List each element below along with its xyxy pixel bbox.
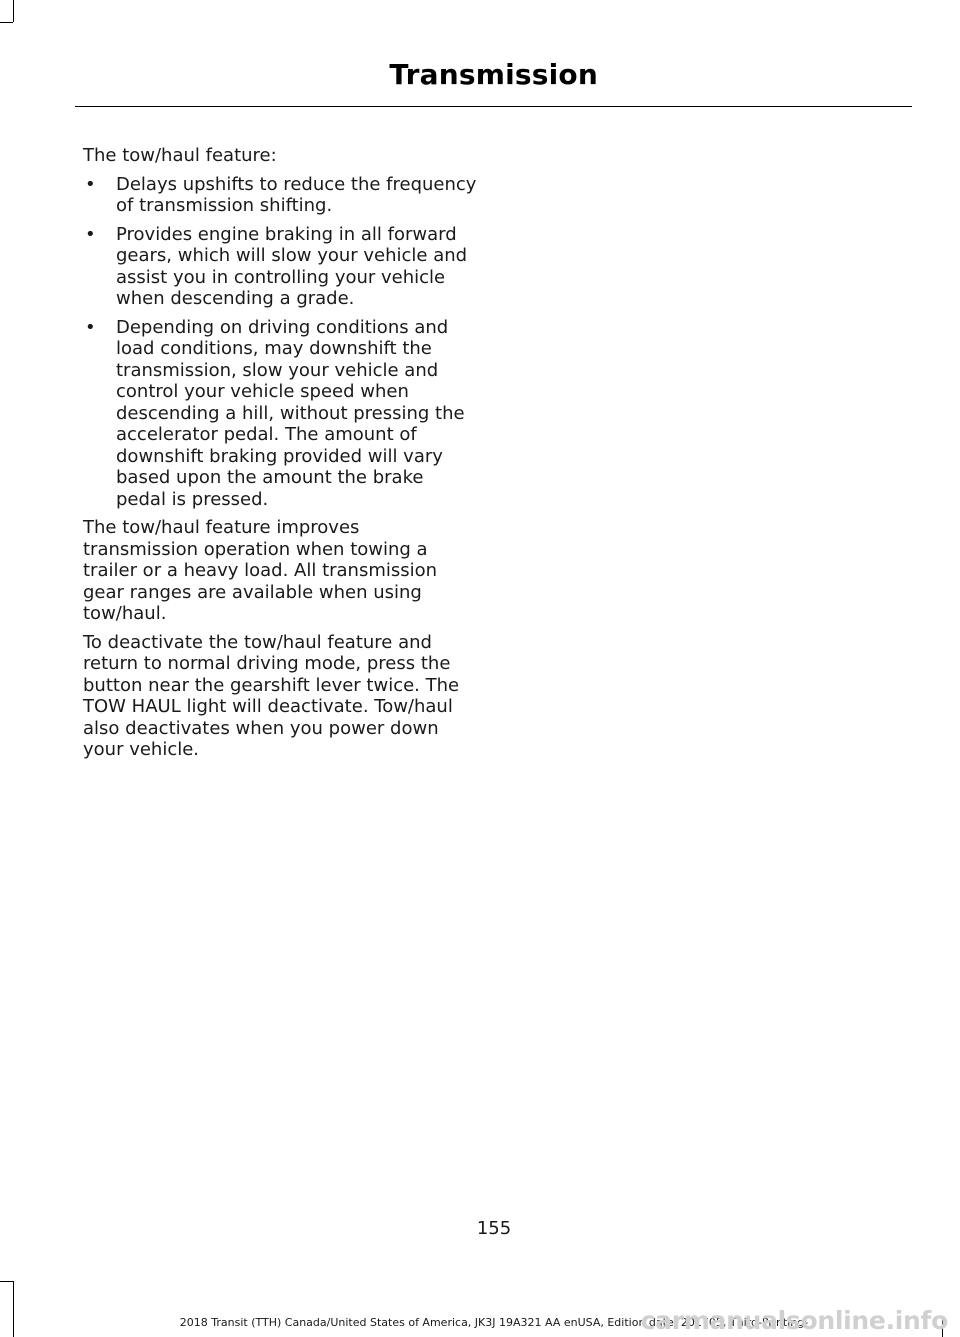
- bullet-icon: •: [85, 316, 96, 338]
- page-number: 155: [476, 1218, 512, 1239]
- list-item: [83, 224, 478, 310]
- crop-mark-top-left-vertical: [13, 0, 14, 22]
- intro-paragraph: The tow/haul feature:: [83, 145, 277, 166]
- list-item-text: Provides engine braking in all forward gears, which will slow your vehicle and assist you in controlling your vehicle when descending a grade.: [116, 223, 468, 309]
- header-divider: [75, 106, 912, 107]
- feature-list: [83, 174, 478, 511]
- body-paragraph: The tow/haul feature improves transmission operation when towing a trailer or a heavy load. All transmission gear ranges are available when using tow/haul.: [83, 517, 438, 624]
- body-paragraph: To deactivate the tow/haul feature and return to normal driving mode, press the button near the gearshift lever twice. The TOW HAUL light will deactivate. Tow/haul also deactivates when you power down your vehicle.: [83, 631, 460, 760]
- list-item-text: Delays upshifts to reduce the frequency of transmission shifting.: [116, 173, 477, 216]
- list-item: [83, 174, 478, 217]
- list-item-text: Depending on driving conditions and load conditions, may downshift the transmission, slow your vehicle and control your vehicle speed when descending a hill, without pressing the accelerator pedal. The amount of downshift braking provided will vary based upon the amount the brake pedal is pressed.: [116, 316, 465, 510]
- page-title: Transmission: [389, 58, 598, 91]
- list-item: [83, 317, 478, 511]
- crop-mark-top-left-horizontal: [0, 22, 13, 23]
- crop-mark-bottom-left-horizontal: [0, 1281, 13, 1282]
- edition-info: 2018 Transit (TTH) Canada/United States of America, JK3J 19A321 AA enUSA, Edition date: 201705, Third-Printing-: [179, 1316, 809, 1329]
- watermark-logo: carmanualsonline.info: [640, 1306, 948, 1335]
- main-content: [83, 145, 478, 768]
- bullet-icon: •: [85, 223, 96, 245]
- bullet-icon: •: [85, 173, 96, 195]
